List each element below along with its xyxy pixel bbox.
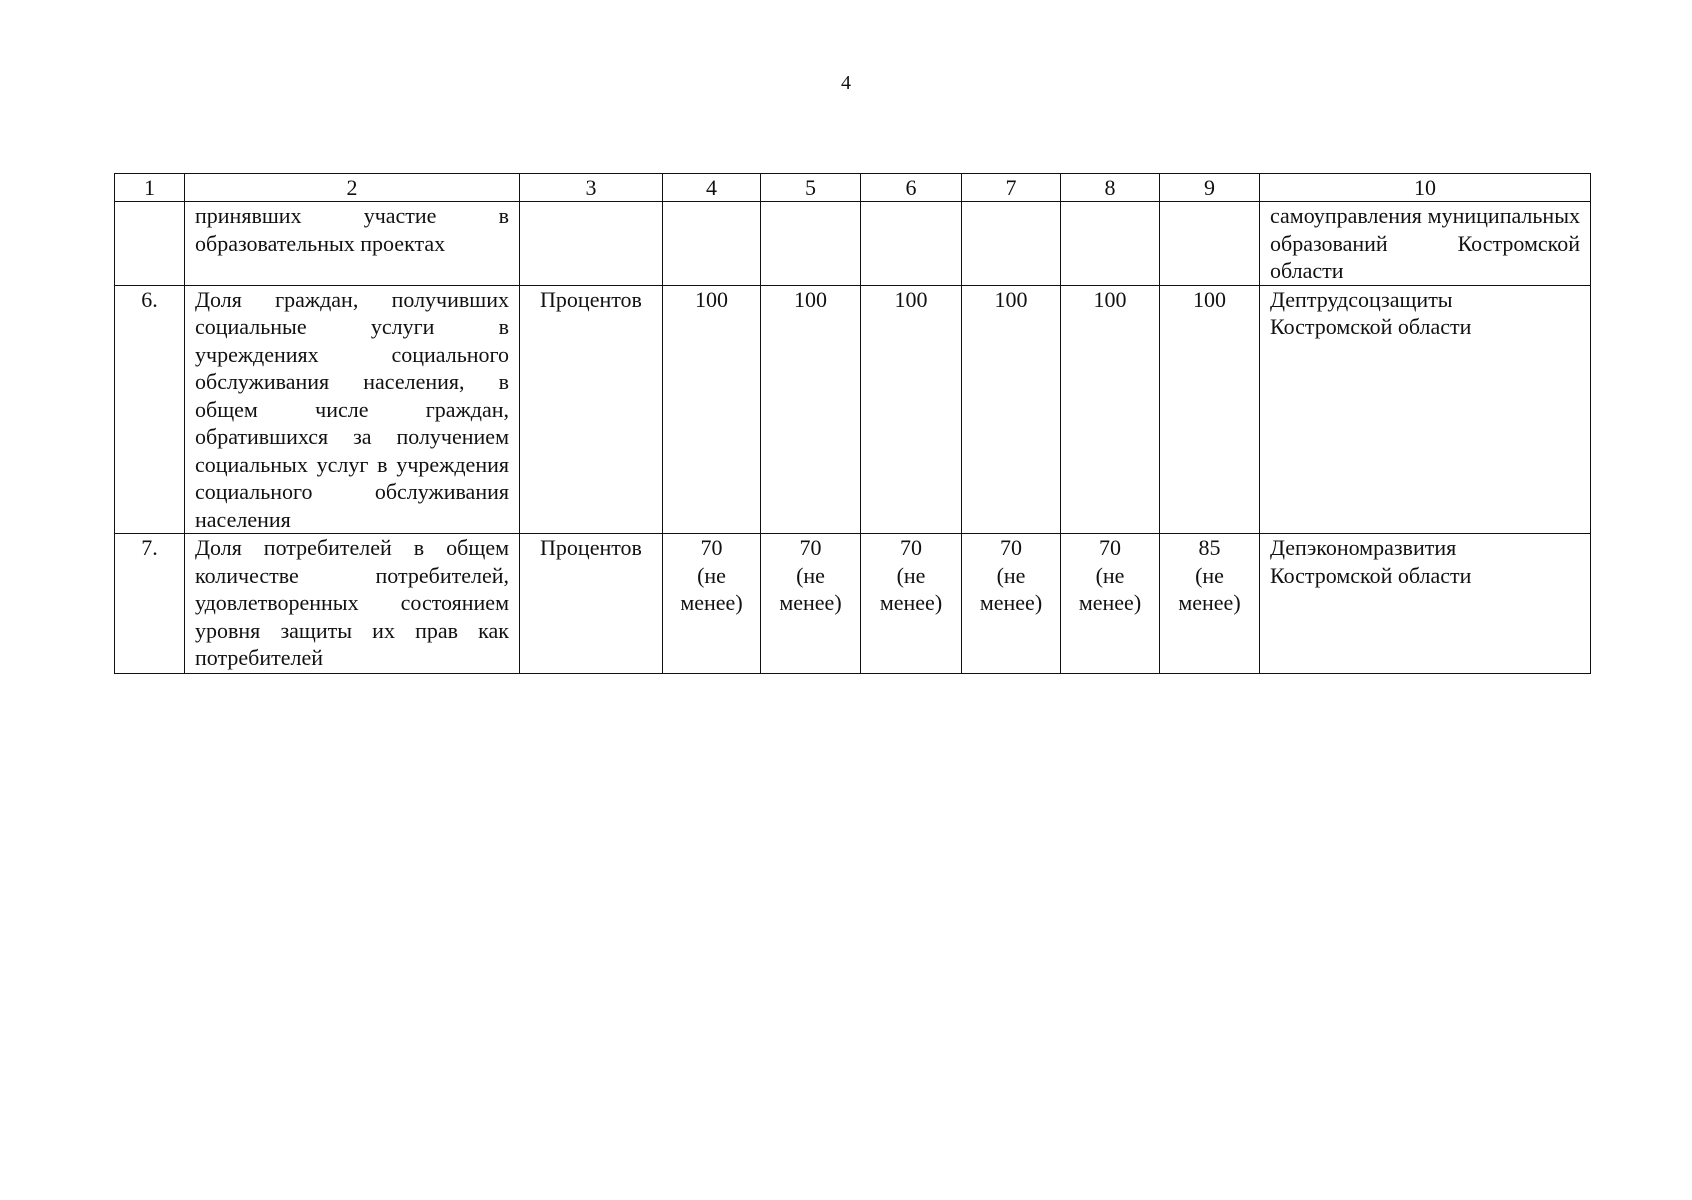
value-cell (1061, 534, 1160, 674)
value-cell (1061, 285, 1160, 534)
unit-cell: Процентов (520, 534, 663, 674)
column-number: 4 (663, 174, 761, 202)
value-line: менее) (1078, 590, 1142, 615)
value-cell (761, 534, 861, 674)
value-line: менее) (680, 590, 743, 615)
column-number: 6 (861, 174, 962, 202)
value-line: 100 (894, 286, 928, 312)
value-line: (не (1195, 562, 1224, 588)
unit-cell: Процентов (520, 285, 663, 534)
value-line: 100 (1193, 286, 1226, 312)
table-row (115, 285, 1591, 534)
value-line: (не (697, 562, 726, 588)
value-line: 100 (695, 286, 728, 312)
responsible-body-cell: самоуправления муниципальных образований Костромской области (1260, 202, 1591, 286)
value-line: (не (1095, 562, 1125, 588)
column-number: 10 (1260, 174, 1591, 202)
column-number-row (115, 174, 1591, 202)
column-number: 9 (1160, 174, 1260, 202)
value-line: 85 (1198, 535, 1221, 560)
value-cell (1061, 202, 1160, 286)
indicator-name-cell: Доля потребителей в общем количестве потребителей, удовлетворенных состоянием уровня защиты их прав как потребителей (185, 534, 520, 674)
value-cell (1160, 285, 1260, 534)
value-cell (962, 202, 1061, 286)
value-line: 70 (900, 535, 922, 560)
column-number: 2 (185, 174, 520, 202)
responsible-body-cell: Дептрудсоцзащиты Костромской области (1260, 285, 1591, 534)
value-line: 70 (799, 535, 822, 560)
value-cell (861, 285, 962, 534)
value-cell (663, 285, 761, 534)
value-cell (1160, 202, 1260, 286)
value-line: 70 (1000, 535, 1022, 560)
value-line: 100 (994, 286, 1028, 312)
value-line: менее) (779, 590, 842, 615)
column-number: 7 (962, 174, 1061, 202)
value-line: 70 (1099, 535, 1121, 560)
value-cell (1160, 534, 1260, 674)
column-number: 8 (1061, 174, 1160, 202)
responsible-body-cell: Депэкономразвития Костромской области (1260, 534, 1591, 674)
table-row (115, 534, 1591, 674)
value-line: менее) (879, 590, 943, 615)
unit-cell (520, 202, 663, 286)
value-line: (не (896, 562, 926, 588)
value-cell (663, 534, 761, 674)
value-cell (962, 285, 1061, 534)
value-line: 70 (700, 535, 723, 560)
row-number-cell (115, 202, 185, 286)
value-cell (761, 202, 861, 286)
indicator-name-cell: Доля граждан, получивших социальные услуги в учреждениях социального обслуживания населения, в общем числе граждан, обратившихся за получением социальных услуг в учреждения социального обслуживания населения (185, 285, 520, 534)
value-line: менее) (1178, 590, 1241, 615)
value-cell (861, 534, 962, 674)
page-number: 4 (841, 72, 851, 94)
column-number: 5 (761, 174, 861, 202)
row-number-cell: 6. (115, 285, 185, 534)
row-number-cell: 7. (115, 534, 185, 674)
value-cell (761, 285, 861, 534)
column-number: 1 (115, 174, 185, 202)
value-line: 100 (1093, 286, 1127, 312)
value-line: менее) (979, 590, 1043, 615)
value-line: 100 (794, 286, 827, 312)
value-cell (663, 202, 761, 286)
indicator-name-cell: принявших участие в образовательных проектах (185, 202, 520, 286)
column-number: 3 (520, 174, 663, 202)
value-cell (861, 202, 962, 286)
value-line: (не (996, 562, 1026, 588)
value-line: (не (796, 562, 825, 588)
table-row (115, 202, 1591, 286)
value-cell (962, 534, 1061, 674)
indicators-table (114, 173, 1591, 674)
